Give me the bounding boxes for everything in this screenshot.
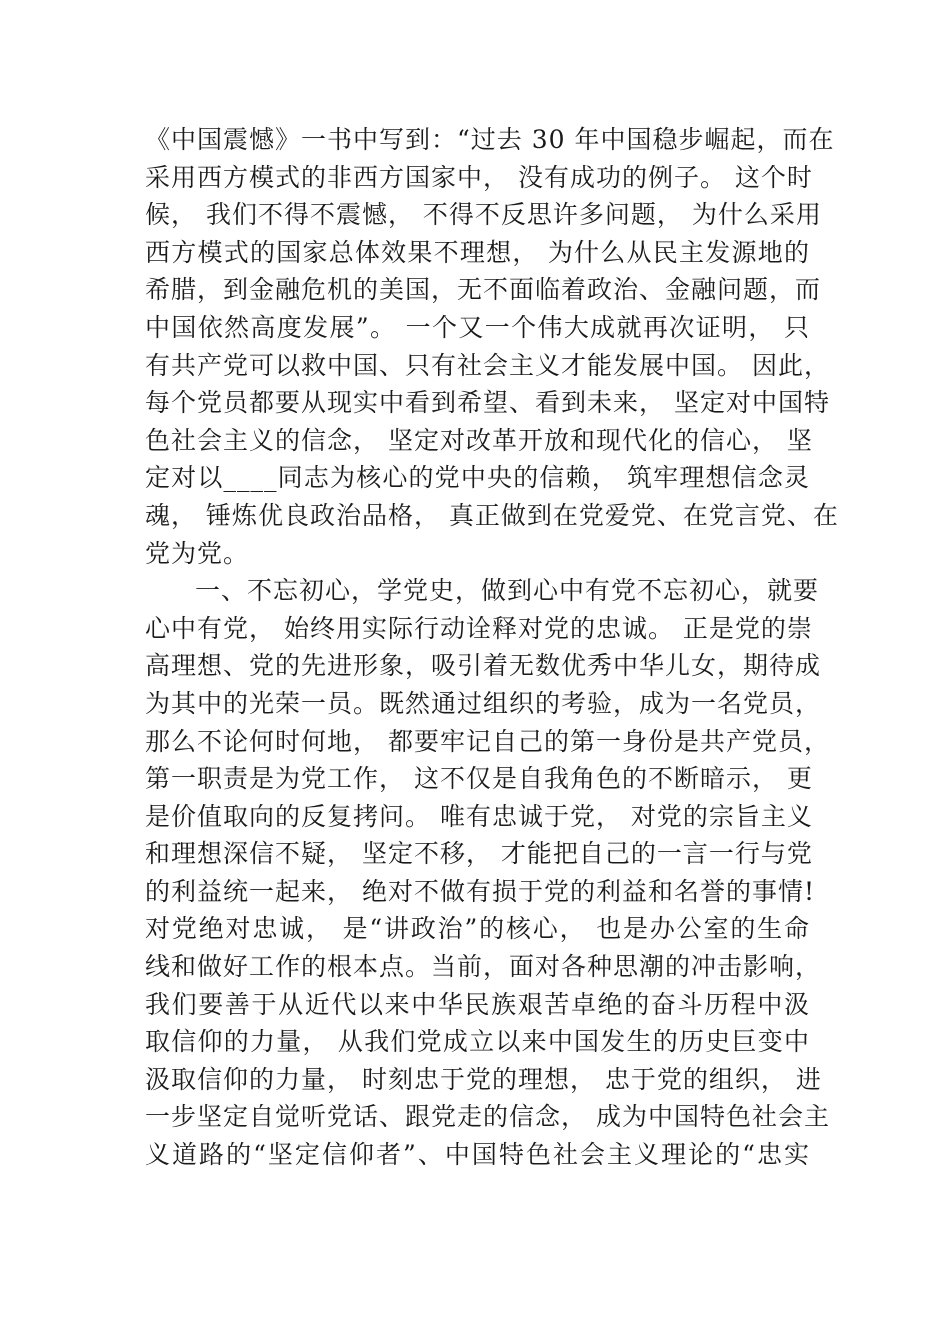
text-line: 有共产党可以救中国、只有社会主义才能发展中国。 因此，	[145, 350, 830, 380]
document-body	[145, 121, 839, 1174]
text-line: 是价值取向的反复拷问。 唯有忠诚于党， 对党的宗旨主义	[145, 801, 813, 831]
text-line: 每个党员都要从现实中看到希望、看到未来， 坚定对中国特	[145, 388, 830, 418]
text-line: 取信仰的力量， 从我们党成立以来中国发生的历史巨变中	[145, 1027, 810, 1057]
section-heading-line: 一、不忘初心，学党史，做到心中有党不忘初心，就要	[195, 576, 820, 606]
text-line: 中国依然高度发展”。 一个又一个伟大成就再次证明， 只	[145, 312, 810, 342]
text-line: 我们要善于从近代以来中华民族艰苦卓绝的奋斗历程中汲	[145, 989, 810, 1019]
text-line: 《中国震憾》一书中写到：“过去 30 年中国稳步崛起，而在	[145, 125, 835, 154]
text-line: 采用西方模式的非西方国家中， 没有成功的例子。 这个时	[145, 162, 813, 192]
text-line: 和理想深信不疑， 坚定不移， 才能把自己的一言一行与党	[145, 839, 813, 869]
text-line: 一步坚定自觉听党话、跟党走的信念， 成为中国特色社会主	[145, 1102, 830, 1132]
text-line: 义道路的“坚定信仰者”、中国特色社会主义理论的“忠实	[145, 1140, 810, 1170]
text-line: 高理想、党的先进形象，吸引着无数优秀中华儿女，期待成	[145, 651, 822, 681]
text-line: 第一职责是为党工作， 这不仅是自我角色的不断暗示， 更	[145, 764, 813, 794]
text-line: 那么不论何时何地， 都要牢记自己的第一身份是共产党员，	[145, 726, 830, 756]
text-line: 汲取信仰的力量， 时刻忠于党的理想， 忠于党的组织， 进	[145, 1064, 822, 1094]
text-line: 西方模式的国家总体效果不理想， 为什么从民主发源地的	[145, 237, 810, 267]
text-line: 的利益统一起来， 绝对不做有损于党的利益和名誉的事情!	[145, 876, 815, 906]
text-line: 线和做好工作的根本点。当前，面对各种思潮的冲击影响，	[145, 952, 822, 982]
text-line: 魂， 锤炼优良政治品格， 真正做到在党爱党、在党言党、在	[145, 500, 839, 530]
text-line: 为其中的光荣一员。既然通过组织的考验，成为一名党员，	[145, 688, 822, 718]
text-line: 心中有党， 始终用实际行动诠释对党的忠诚。 正是党的崇	[145, 613, 813, 643]
text-line: 希腊，到金融危机的美国，无不面临着政治、金融问题，而	[145, 275, 822, 305]
text-line: 定对以____同志为核心的党中央的信赖， 筑牢理想信念灵	[145, 463, 810, 493]
text-line: 色社会主义的信念， 坚定对改革开放和现代化的信心， 坚	[145, 425, 813, 455]
paragraph-end-line: 党为党。	[145, 538, 250, 568]
text-line: 候， 我们不得不震憾， 不得不反思许多问题， 为什么采用	[145, 200, 822, 230]
text-line: 对党绝对忠诚， 是“讲政治”的核心， 也是办公室的生命	[145, 914, 810, 944]
